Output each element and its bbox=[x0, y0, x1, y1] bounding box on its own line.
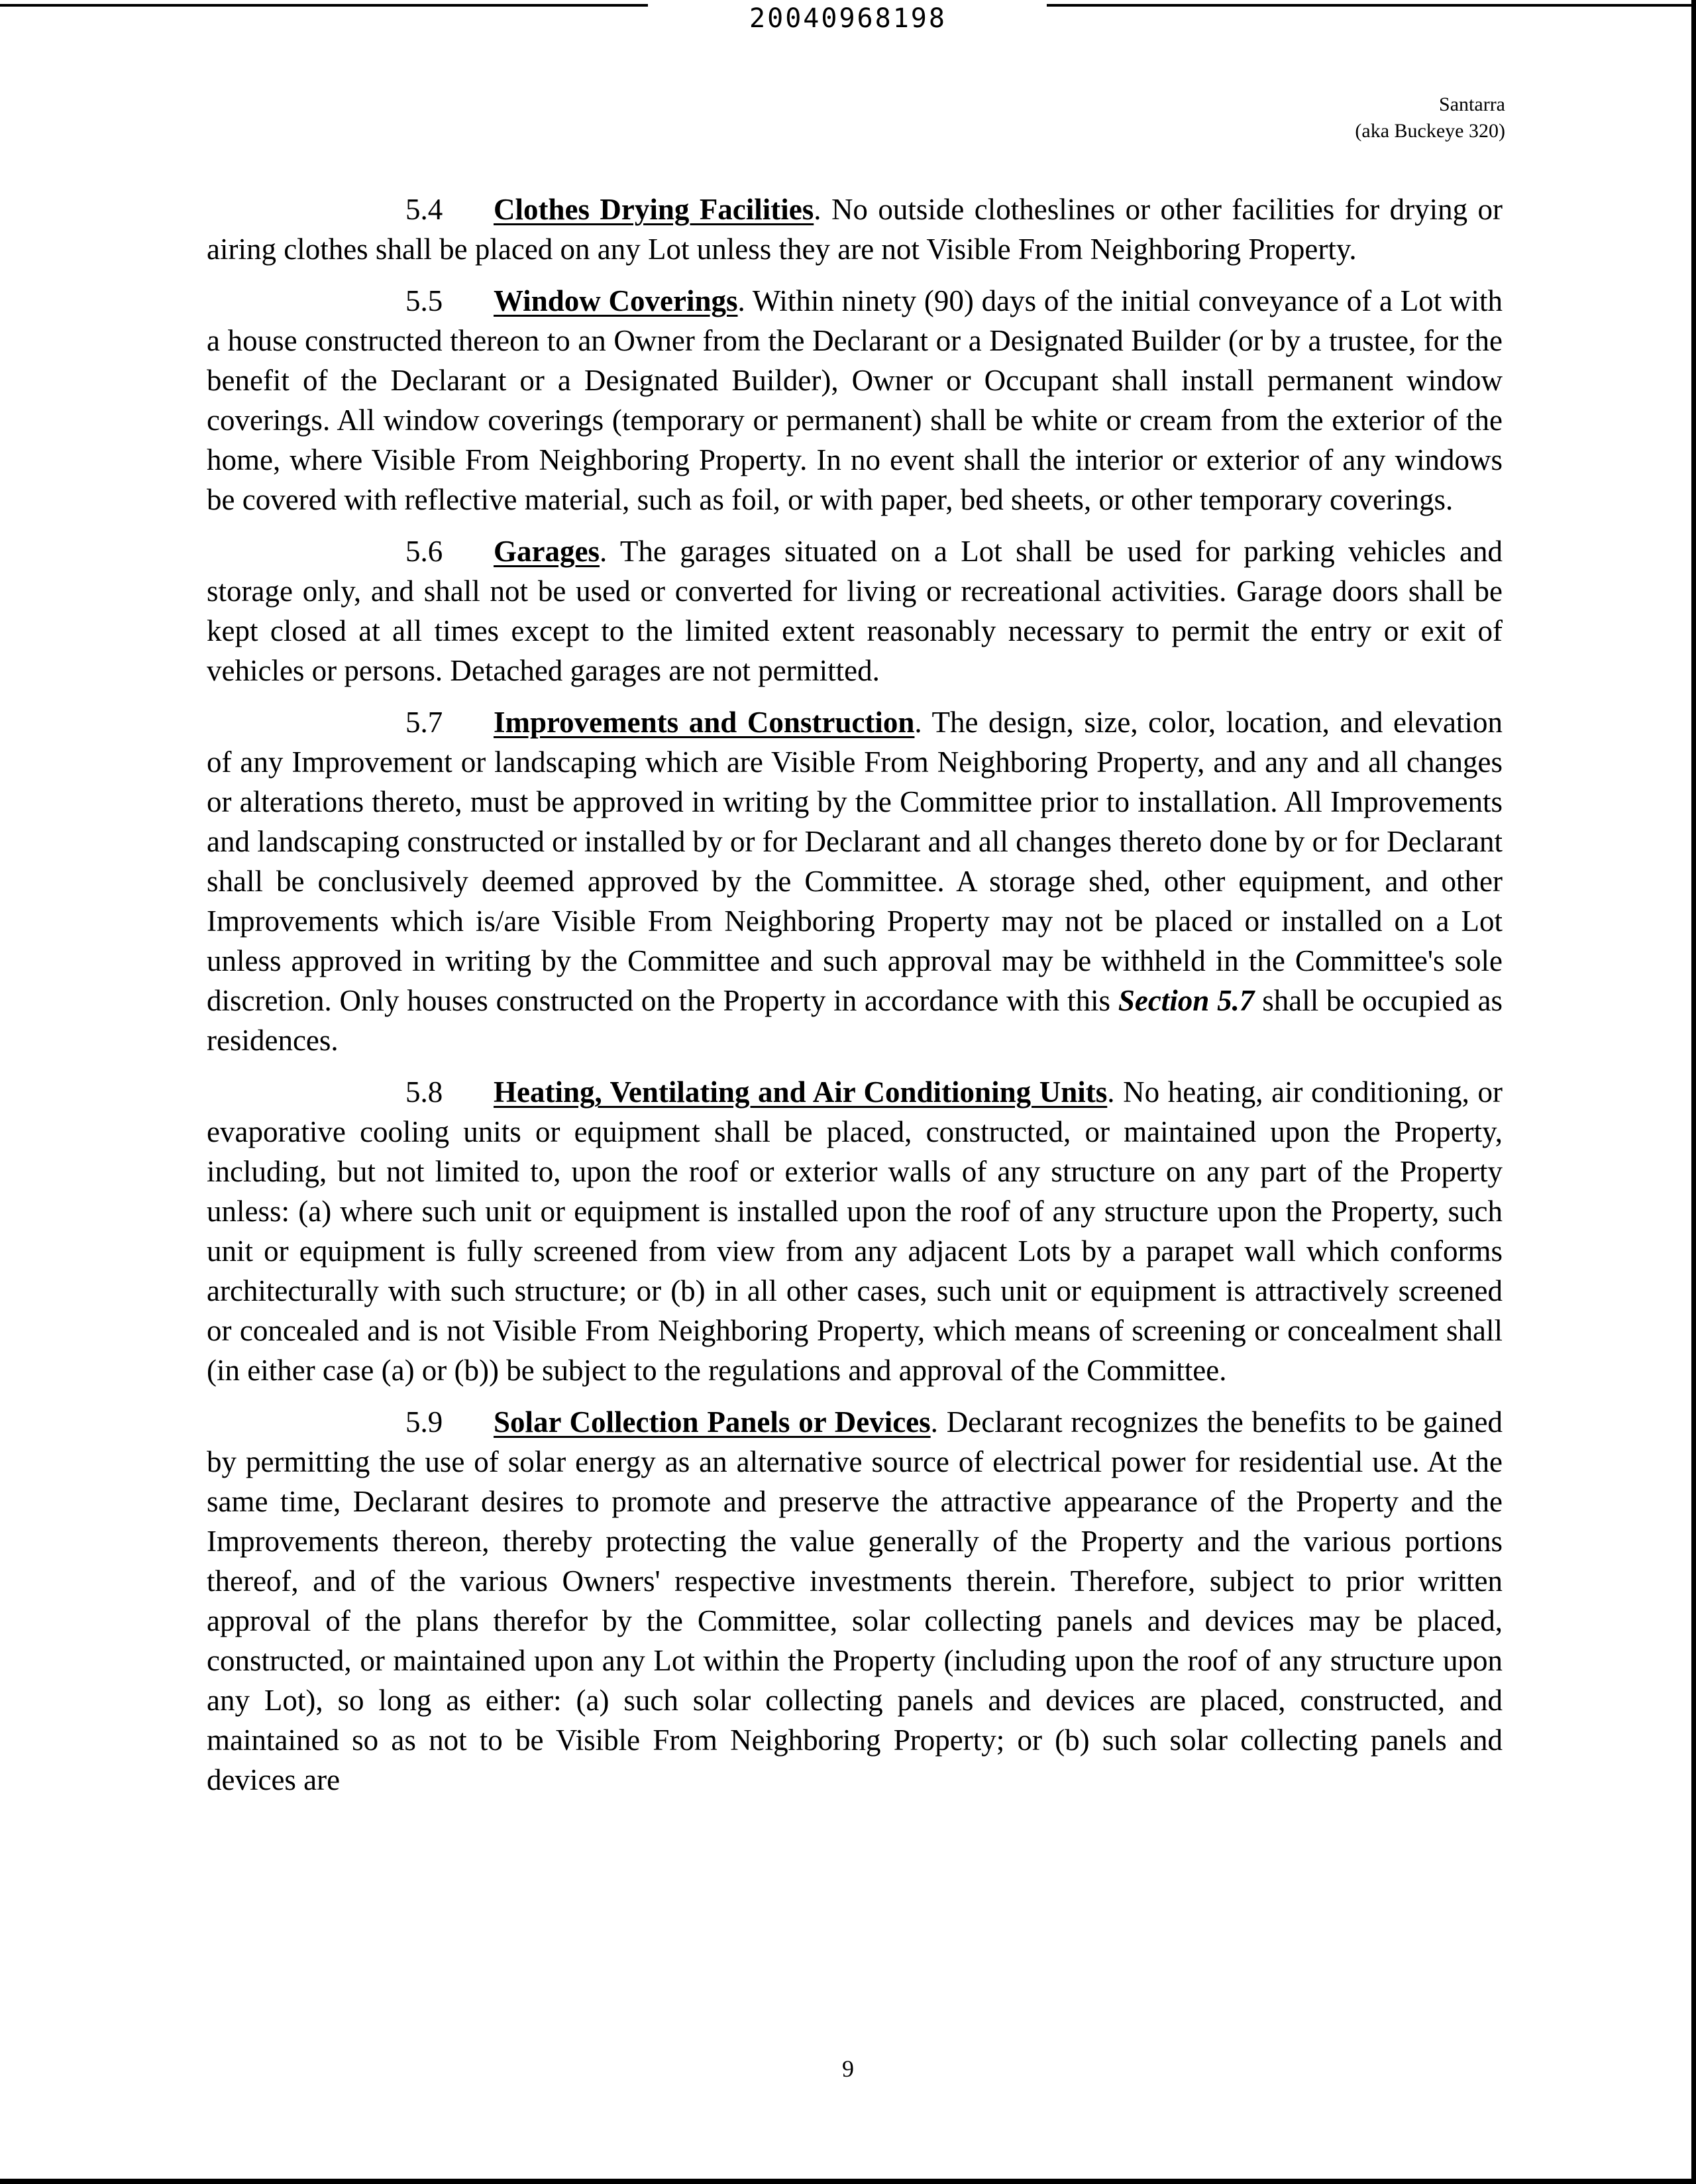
section-number: 5.9 bbox=[405, 1405, 443, 1439]
section-5-8: 5.8 Heating, Ventilating and Air Conditioning Units. No heating, air conditioning, or evaporative cooling units or equipment shall be placed, constructed, or maintained upon the Property, including, but not limited to, upon the roof or exterior walls of any structure on any part of the Property unless: (a) where such unit or equipment is installed upon the roof of any structure upon the Property, such unit or equipment is fully screened from view from any adjacent Lots by a parapet wall which conforms architecturally with such structure; or (b) in all other cases, such unit or equipment is attractively screened or concealed and is not Visible From Neighboring Property, which means of screening or concealment shall (in either case (a) or (b)) be subject to the regulations and approval of the Committee. bbox=[207, 1072, 1503, 1390]
document-number: 20040968198 bbox=[749, 3, 947, 34]
section-5-7: 5.7 Improvements and Construction. The design, size, color, location, and elevation of any Improvement or landscaping which are Visible From Neighboring Property, and any and all changes or alterations thereto, must be approved in writing by the Committee prior to installation. All Improvements and landscaping constructed or installed by or for Declarant and all changes thereto done by or for Declarant shall be conclusively deemed approved by the Committee. A storage shed, other equipment, and other Improvements which is/are Visible From Neighboring Property may not be placed or installed on a Lot unless approved in writing by the Committee and such approval may be withheld in the Committee's sole discretion. Only houses constructed on the Property in accordance with this Section 5.7 shall be occupied as residences. bbox=[207, 702, 1503, 1060]
section-5-5: 5.5 Window Coverings. Within ninety (90) days of the initial conveyance of a Lot with a house constructed thereon to an Owner from the Declarant or a Designated Builder (or by a trustee, for the benefit of the Declarant or a Designated Builder), Owner or Occupant shall install permanent window coverings. All window coverings (temporary or permanent) shall be white or cream from the exterior of the home, where Visible From Neighboring Property. In no event shall the interior or exterior of any windows be covered with reflective material, such as foil, or with paper, bed sheets, or other temporary coverings. bbox=[207, 281, 1503, 519]
document-body bbox=[207, 190, 1503, 1812]
section-title: Garages bbox=[494, 535, 600, 568]
section-5-4: 5.4 Clothes Drying Facilities. No outside clotheslines or other facilities for drying or airing clothes shall be placed on any Lot unless they are not Visible From Neighboring Property. bbox=[207, 190, 1503, 269]
section-number: 5.8 bbox=[405, 1075, 443, 1109]
section-text: No outside clotheslines or other facilities for drying or airing clothes shall be placed on any Lot unless they are not Visible From Neighboring Property. bbox=[207, 193, 1503, 266]
section-title: Solar Collection Panels or Devices bbox=[494, 1405, 931, 1439]
page-number: 9 bbox=[842, 2055, 854, 2082]
section-text: Within ninety (90) days of the initial conveyance of a Lot with a house constructed thereon to an Owner from the Declarant or a Designated Builder (or by a trustee, for the benefit of the Declarant or a Designated Builder), Owner or Occupant shall install permanent window coverings. All window coverings (temporary or permanent) shall be white or cream from the exterior of the home, where Visible From Neighboring Property. In no event shall the interior or exterior of any windows be covered with reflective material, such as foil, or with paper, bed sheets, or other temporary coverings. bbox=[207, 284, 1503, 516]
section-number: 5.5 bbox=[405, 284, 443, 317]
section-number: 5.4 bbox=[405, 193, 443, 226]
section-title: Improvements and Construction bbox=[494, 706, 915, 739]
section-number: 5.6 bbox=[405, 535, 443, 568]
header-aka-name: (aka Buckeye 320) bbox=[1355, 120, 1505, 142]
running-header bbox=[1355, 91, 1505, 144]
section-title: Clothes Drying Facilities bbox=[494, 193, 814, 226]
section-title: Window Coverings bbox=[494, 284, 738, 317]
section-5-9: 5.9 Solar Collection Panels or Devices. Declarant recognizes the benefits to be gained by permitting the use of solar energy as an alternative source of electrical power for residential use. At the same time, Declarant desires to promote and preserve the attractive appearance of the Property and the Improvements thereon, thereby protecting the value generally of the Property and the various portions thereof, and of the various Owners' respective investments therein. Therefore, subject to prior written approval of the plans therefor by the Committee, solar collecting panels and devices may be placed, constructed, or maintained upon any Lot within the Property (including upon the roof of any structure upon any Lot), so long as either: (a) such solar collecting panels and devices are placed, constructed, and maintained so as not to be Visible From Neighboring Property; or (b) such solar collecting panels and devices are bbox=[207, 1402, 1503, 1800]
header-project-name: Santarra bbox=[1439, 93, 1505, 115]
section-text-continued: shall be occupied as residences. bbox=[207, 984, 1503, 1057]
section-text: The garages situated on a Lot shall be used for parking vehicles and storage only, and shall not be used or converted for living or recreational activities. Garage doors shall be kept closed at all times except to the limited extent reasonably necessary to permit the entry or exit of vehicles or persons. Detached garages are not permitted. bbox=[207, 535, 1503, 687]
section-number: 5.7 bbox=[405, 706, 443, 739]
scan-edge-right bbox=[1691, 0, 1696, 2184]
section-text: The design, size, color, location, and elevation of any Improvement or landscaping which are Visible From Neighboring Property, and any and all changes or alterations thereto, must be approved in writing by the Committee prior to installation. All Improvements and landscaping constructed or installed by or for Declarant and all changes thereto done by or for Declarant shall be conclusively deemed approved by the Committee. A storage shed, other equipment, and other Improvements which is/are Visible From Neighboring Property may not be placed or installed on a Lot unless approved in writing by the Committee and such approval may be withheld in the Committee's sole discretion. Only houses constructed on the Property in accordance with this bbox=[207, 706, 1503, 1017]
section-text: Declarant recognizes the benefits to be gained by permitting the use of solar energy as an alternative source of electrical power for residential use. At the same time, Declarant desires to promote and preserve the attractive appearance of the Property and the Improvements thereon, thereby protecting the value generally of the Property and the various portions thereof, and of the various Owners' respective investments therein. Therefore, subject to prior written approval of the plans therefor by the Committee, solar collecting panels and devices may be placed, constructed, or maintained upon any Lot within the Property (including upon the roof of any structure upon any Lot), so long as either: (a) such solar collecting panels and devices are placed, constructed, and maintained so as not to be Visible From Neighboring Property; or (b) such solar collecting panels and devices are bbox=[207, 1405, 1503, 1796]
scan-edge-bottom bbox=[0, 2179, 1696, 2184]
section-cross-reference: Section 5.7 bbox=[1118, 984, 1255, 1017]
section-text: No heating, air conditioning, or evaporative cooling units or equipment shall be placed, constructed, or maintained upon the Property, including, but not limited to, upon the roof or exterior walls of any structure on any part of the Property unless: (a) where such unit or equipment is installed upon the roof of any structure upon the Property, such unit or equipment is fully screened from view from any adjacent Lots by a parapet wall which conforms architecturally with such structure; or (b) in all other cases, such unit or equipment is attractively screened or concealed and is not Visible From Neighboring Property, which means of screening or concealment shall (in either case (a) or (b)) be subject to the regulations and approval of the Committee. bbox=[207, 1075, 1503, 1387]
section-5-6: 5.6 Garages. The garages situated on a Lot shall be used for parking vehicles and storage only, and shall not be used or converted for living or recreational activities. Garage doors shall be kept closed at all times except to the limited extent reasonably necessary to permit the entry or exit of vehicles or persons. Detached garages are not permitted. bbox=[207, 531, 1503, 690]
section-title: Heating, Ventilating and Air Conditioning Units bbox=[494, 1075, 1108, 1109]
